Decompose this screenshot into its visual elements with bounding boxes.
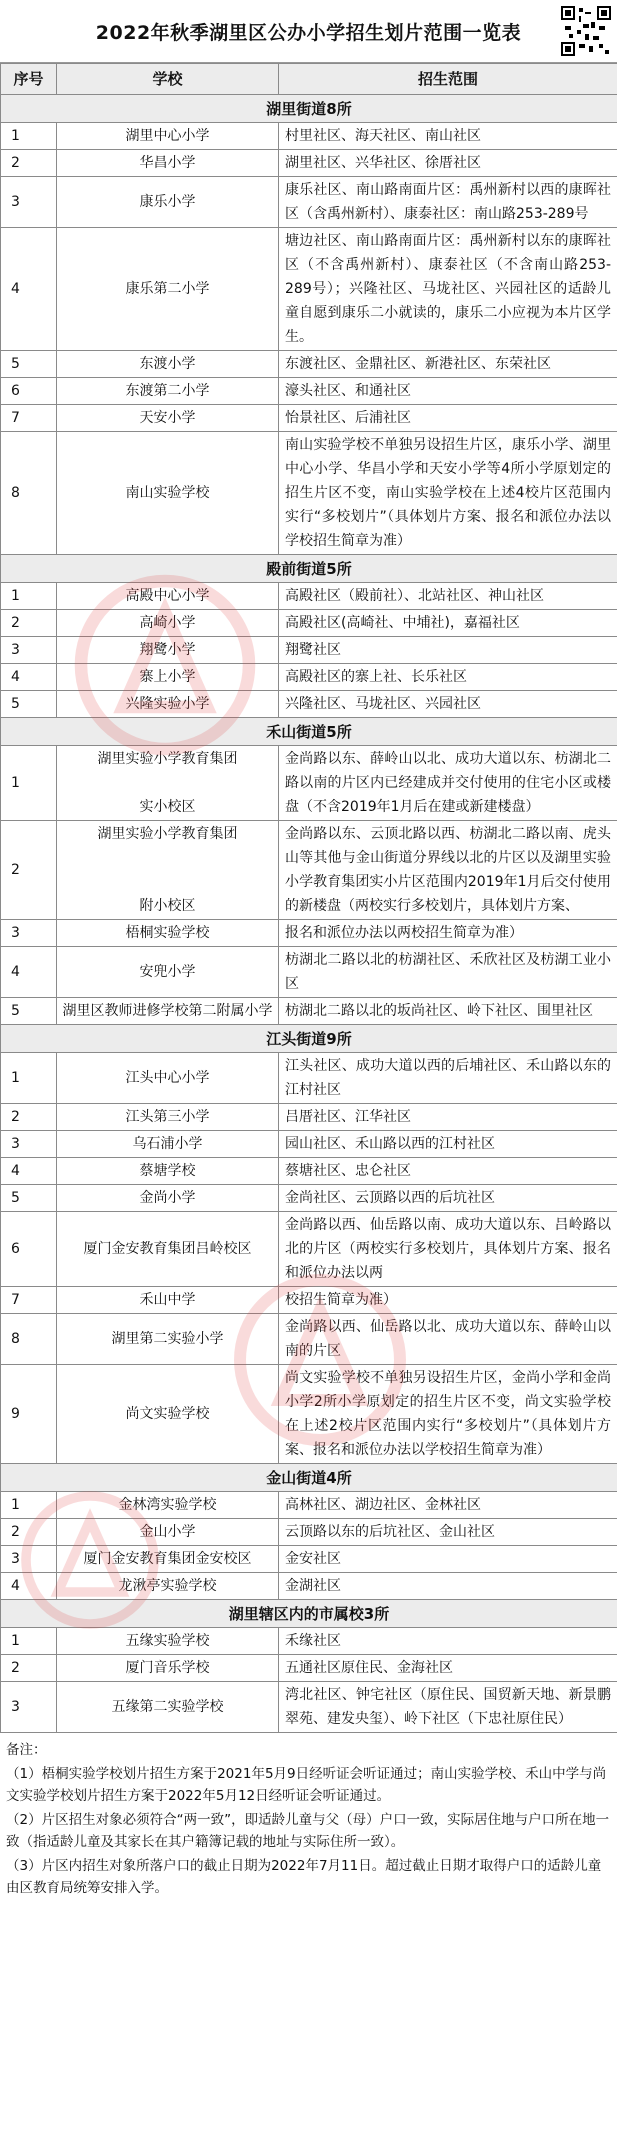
section-header-row (1, 95, 617, 123)
enrollment-range: 金尚路以东、云顶北路以西、枋湖北二路以南、虎头山等其他与金山街道分界线以北的片区以及湖里实验小学教育集团实小片区范围内2019年1月后交付使用的新楼盘（两校实行多校划片，具体划片方案、 (279, 821, 617, 920)
school-name: 梧桐实验学校 (57, 920, 279, 947)
table-row (1, 637, 617, 664)
row-number: 2 (1, 1655, 57, 1682)
school-name: 江头第三小学 (57, 1104, 279, 1131)
row-number: 5 (1, 998, 57, 1025)
notes (0, 1733, 617, 1899)
table-row (1, 746, 617, 821)
table-row (1, 1655, 617, 1682)
row-number: 4 (1, 1158, 57, 1185)
school-name: 高崎小学 (57, 610, 279, 637)
school-name: 金尚小学 (57, 1185, 279, 1212)
section-title: 湖里辖区内的市属校3所 (1, 1600, 617, 1628)
header-school: 学校 (57, 64, 279, 95)
section-title: 金山街道4所 (1, 1464, 617, 1492)
enrollment-range: 云顶路以东的后坑社区、金山社区 (279, 1519, 617, 1546)
table-row (1, 177, 617, 228)
row-number: 3 (1, 1682, 57, 1733)
school-campus: 实小校区 (139, 799, 196, 815)
school-name-cell (57, 746, 279, 821)
row-number: 1 (1, 1628, 57, 1655)
title-bar (0, 0, 617, 63)
school-name: 湖里中心小学 (57, 123, 279, 150)
school-name: 尚文实验学校 (57, 1365, 279, 1464)
table-row (1, 405, 617, 432)
enrollment-range: 禾缘社区 (279, 1628, 617, 1655)
section-header-row (1, 555, 617, 583)
school-name: 康乐小学 (57, 177, 279, 228)
enrollment-range: 校招生简章为准） (279, 1287, 617, 1314)
enrollment-range: 兴隆社区、马垅社区、兴园社区 (279, 691, 617, 718)
school-name: 金林湾实验学校 (57, 1492, 279, 1519)
row-number: 2 (1, 150, 57, 177)
table-row (1, 1287, 617, 1314)
school-name: 华昌小学 (57, 150, 279, 177)
school-name: 天安小学 (57, 405, 279, 432)
section-header-row (1, 1464, 617, 1492)
school-name: 禾山中学 (57, 1287, 279, 1314)
table-row (1, 947, 617, 998)
header-range: 招生范围 (279, 64, 617, 95)
row-number: 4 (1, 228, 57, 351)
table-row (1, 150, 617, 177)
table-row (1, 821, 617, 920)
row-number: 2 (1, 821, 57, 920)
row-number: 7 (1, 1287, 57, 1314)
enrollment-range: 湖里社区、兴华社区、徐厝社区 (279, 150, 617, 177)
school-name: 厦门音乐学校 (57, 1655, 279, 1682)
enrollment-range: 高林社区、湖边社区、金林社区 (279, 1492, 617, 1519)
row-number: 5 (1, 1185, 57, 1212)
enrollment-range: 东渡社区、金鼎社区、新港社区、东荣社区 (279, 351, 617, 378)
enrollment-range: 金尚路以东、薛岭山以北、成功大道以东、枋湖北二路以南的片区内已经建成并交付使用的住宅小区或楼盘（不含2019年1月后在建或新建楼盘） (279, 746, 617, 821)
enrollment-range: 金尚路以西、仙岳路以南、成功大道以东、吕岭路以北的片区（两校实行多校划片，具体划片方案、报名和派位办法以两 (279, 1212, 617, 1287)
enrollment-range: 高殿社区的寨上社、长乐社区 (279, 664, 617, 691)
table-row (1, 1492, 617, 1519)
enrollment-range: 金安社区 (279, 1546, 617, 1573)
section-header-row (1, 1025, 617, 1053)
table-body (1, 95, 617, 1733)
section-title: 殿前街道5所 (1, 555, 617, 583)
enrollment-range: 尚文实验学校不单独另设招生片区，金尚小学和金尚小学2所小学原划定的招生片区不变，尚文实验学校在上述2校片区范围内实行“多校划片”（具体划片方案、报名和派位办法以学校招生简章为准） (279, 1365, 617, 1464)
section-title: 江头街道9所 (1, 1025, 617, 1053)
row-number: 6 (1, 378, 57, 405)
row-number: 3 (1, 637, 57, 664)
school-name: 东渡第二小学 (57, 378, 279, 405)
row-number: 2 (1, 1519, 57, 1546)
enrollment-range: 金尚社区、云顶路以西的后坑社区 (279, 1185, 617, 1212)
table-row (1, 1546, 617, 1573)
school-name-cell (57, 821, 279, 920)
table-header-row (1, 64, 617, 95)
enrollment-range: 园山社区、禾山路以西的江村社区 (279, 1131, 617, 1158)
school-name: 湖里实验小学教育集团 (97, 826, 238, 842)
school-campus: 附小校区 (139, 898, 196, 914)
section-header-row (1, 1600, 617, 1628)
table-row (1, 998, 617, 1025)
row-number: 8 (1, 1314, 57, 1365)
table-row (1, 378, 617, 405)
school-name: 东渡小学 (57, 351, 279, 378)
enrollment-range: 蔡塘社区、忠仑社区 (279, 1158, 617, 1185)
table-row (1, 691, 617, 718)
row-number: 1 (1, 123, 57, 150)
section-header-row (1, 718, 617, 746)
row-number: 1 (1, 746, 57, 821)
enrollment-range: 报名和派位办法以两校招生简章为准） (279, 920, 617, 947)
enrollment-range: 枋湖北二路以北的坂尚社区、岭下社区、围里社区 (279, 998, 617, 1025)
school-name: 龙湫亭实验学校 (57, 1573, 279, 1600)
school-name: 兴隆实验小学 (57, 691, 279, 718)
school-name: 康乐第二小学 (57, 228, 279, 351)
table-row (1, 1053, 617, 1104)
row-number: 1 (1, 1492, 57, 1519)
enrollment-range: 怡景社区、后浦社区 (279, 405, 617, 432)
table-row (1, 1628, 617, 1655)
school-name: 厦门金安教育集团金安校区 (57, 1546, 279, 1573)
enrollment-range: 五通社区原住民、金海社区 (279, 1655, 617, 1682)
enrollment-range: 南山实验学校不单独另设招生片区，康乐小学、湖里中心小学、华昌小学和天安小学等4所小学原划定的招生片区不变，南山实验学校在上述4校片区范围内实行“多校划片”（具体划片方案、报名和派位办法以学校招生简章为准） (279, 432, 617, 555)
enrollment-table (0, 63, 617, 1733)
school-name: 金山小学 (57, 1519, 279, 1546)
school-name: 湖里实验小学教育集团 (97, 751, 238, 767)
enrollment-range: 塘边社区、南山路南面片区：禹州新村以东的康晖社区（不含禹州新村）、康泰社区（不含南山路253-289号）；兴隆社区、马垅社区、兴园社区的适龄儿童自愿到康乐二小就读的，康乐二小应视为本片区学生。 (279, 228, 617, 351)
row-number: 5 (1, 691, 57, 718)
header-no: 序号 (1, 64, 57, 95)
notes-heading: 备注： (6, 1742, 47, 1758)
school-name: 五缘实验学校 (57, 1628, 279, 1655)
school-name: 厦门金安教育集团吕岭校区 (57, 1212, 279, 1287)
enrollment-range: 翔鹭社区 (279, 637, 617, 664)
school-name: 湖里区教师进修学校第二附属小学 (57, 998, 279, 1025)
table-row (1, 1365, 617, 1464)
enrollment-range: 江头社区、成功大道以西的后埔社区、禾山路以东的江村社区 (279, 1053, 617, 1104)
table-row (1, 228, 617, 351)
table-row (1, 1519, 617, 1546)
enrollment-range: 康乐社区、南山路南面片区：禹州新村以西的康晖社区（含禹州新村）、康泰社区：南山路253-289号 (279, 177, 617, 228)
table-row (1, 432, 617, 555)
school-name: 蔡塘学校 (57, 1158, 279, 1185)
school-name: 翔鹭小学 (57, 637, 279, 664)
row-number: 2 (1, 1104, 57, 1131)
enrollment-range: 吕厝社区、江华社区 (279, 1104, 617, 1131)
note-item: （1）梧桐实验学校划片招生方案于2021年5月9日经听证会听证通过；南山实验学校、禾山中学与尚文实验学校划片招生方案于2022年5月12日经听证会听证通过。 (6, 1766, 607, 1804)
enrollment-range: 高殿社区(高崎社、中埔社)，嘉福社区 (279, 610, 617, 637)
table-row (1, 1682, 617, 1733)
row-number: 3 (1, 1131, 57, 1158)
school-name: 高殿中心小学 (57, 583, 279, 610)
table-row (1, 123, 617, 150)
table-row (1, 1158, 617, 1185)
table-row (1, 1104, 617, 1131)
enrollment-range: 金湖社区 (279, 1573, 617, 1600)
enrollment-range: 濠头社区、和通社区 (279, 378, 617, 405)
row-number: 4 (1, 947, 57, 998)
row-number: 7 (1, 405, 57, 432)
row-number: 5 (1, 351, 57, 378)
qr-code-icon (561, 6, 611, 56)
table-row (1, 1314, 617, 1365)
school-name: 五缘第二实验学校 (57, 1682, 279, 1733)
school-name: 南山实验学校 (57, 432, 279, 555)
enrollment-range: 村里社区、海天社区、南山社区 (279, 123, 617, 150)
school-name: 江头中心小学 (57, 1053, 279, 1104)
table-row (1, 920, 617, 947)
row-number: 1 (1, 1053, 57, 1104)
table-row (1, 1212, 617, 1287)
school-name: 寨上小学 (57, 664, 279, 691)
row-number: 3 (1, 1546, 57, 1573)
table-row (1, 351, 617, 378)
row-number: 3 (1, 177, 57, 228)
enrollment-range: 湾北社区、钟宅社区（原住民、国贸新天地、新景鹏翠苑、建发央玺）、岭下社区（下忠社原住民） (279, 1682, 617, 1733)
section-title: 湖里街道8所 (1, 95, 617, 123)
enrollment-range: 高殿社区（殿前社）、北站社区、神山社区 (279, 583, 617, 610)
row-number: 8 (1, 432, 57, 555)
row-number: 2 (1, 610, 57, 637)
row-number: 3 (1, 920, 57, 947)
row-number: 1 (1, 583, 57, 610)
enrollment-range: 枋湖北二路以北的枋湖社区、禾欣社区及枋湖工业小区 (279, 947, 617, 998)
table-row (1, 1573, 617, 1600)
school-name: 乌石浦小学 (57, 1131, 279, 1158)
table-row (1, 1185, 617, 1212)
row-number: 9 (1, 1365, 57, 1464)
enrollment-range: 金尚路以西、仙岳路以北、成功大道以东、薛岭山以南的片区 (279, 1314, 617, 1365)
row-number: 4 (1, 1573, 57, 1600)
note-item: （2）片区招生对象必须符合“两一致”，即适龄儿童与父（母）户口一致，实际居住地与户口所在地一致（指适龄儿童及其家长在其户籍簿记载的地址与实际住所一致）。 (6, 1812, 610, 1850)
school-name: 湖里第二实验小学 (57, 1314, 279, 1365)
note-item: （3）片区内招生对象所落户口的截止日期为2022年7月11日。超过截止日期才取得户口的适龄儿童由区教育局统筹安排入学。 (6, 1858, 602, 1896)
school-name: 安兜小学 (57, 947, 279, 998)
table-row (1, 610, 617, 637)
table-row (1, 664, 617, 691)
table-row (1, 583, 617, 610)
row-number: 6 (1, 1212, 57, 1287)
section-title: 禾山街道5所 (1, 718, 617, 746)
table-row (1, 1131, 617, 1158)
page-title: 2022年秋季湖里区公办小学招生划片范围一览表 (95, 21, 522, 44)
row-number: 4 (1, 664, 57, 691)
